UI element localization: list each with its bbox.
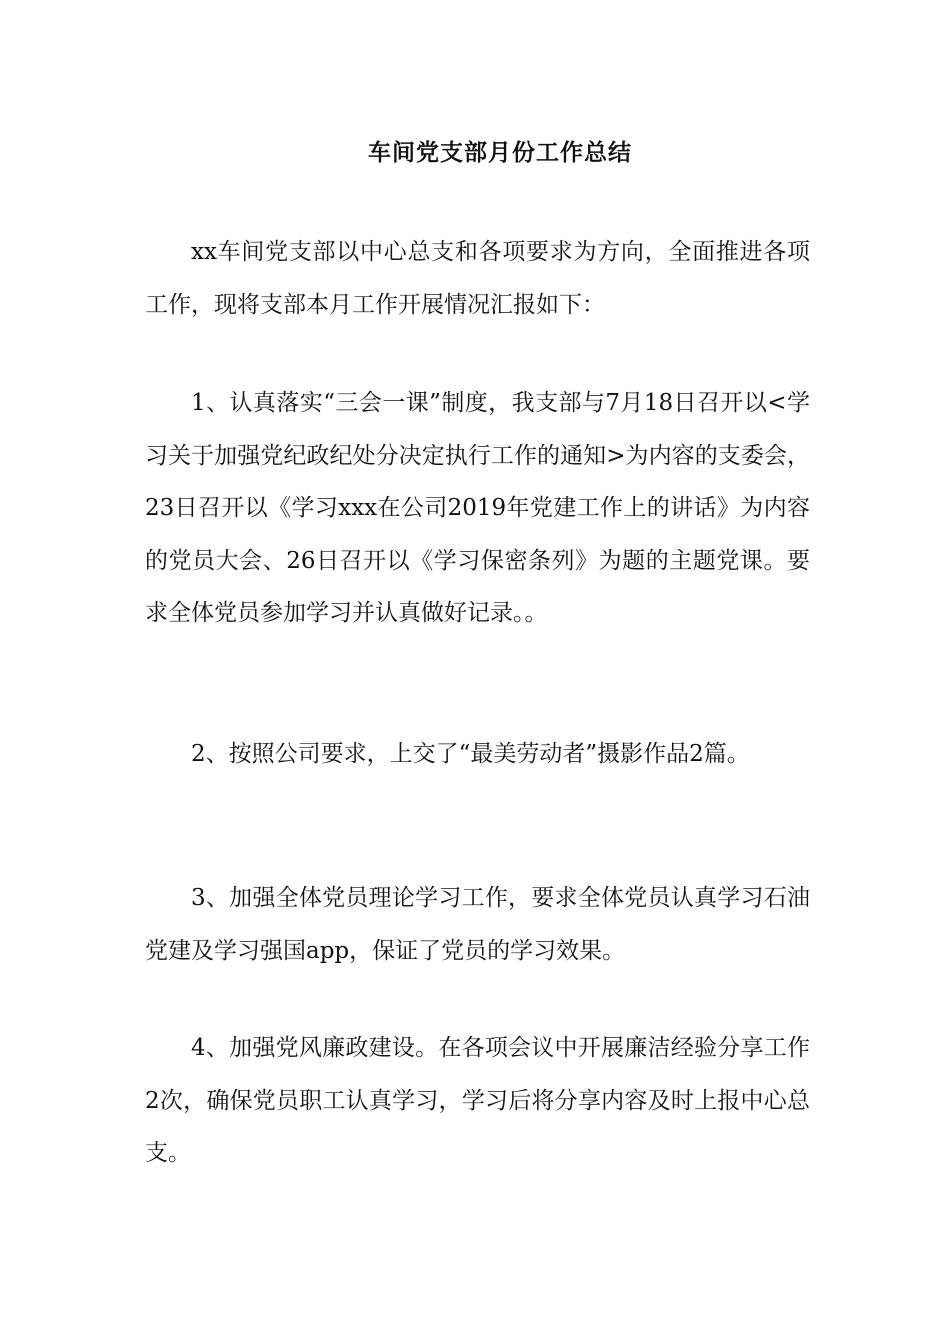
paragraph-item-1: 1、认真落实“三会一课”制度，我支部与7月18日召开以<学习关于加强党纪政纪处分决定执行工作的通知>为内容的支委会，23日召开以《学习xxx在公司2019年党建工作上的讲话》为内容的党员大会、26日召开以《学习保密条列》为题的主题党课。要求全体党员参加学习并认真做好记录。。: [145, 390, 810, 626]
paragraph-item-4: 4、加强党风廉政建设。在各项会议中开展廉洁经验分享工作2次，确保党员职工认真学习，学习后将分享内容及时上报中心总支。: [145, 1035, 810, 1166]
paragraph-item-2: 2、按照公司要求，上交了“最美劳动者”摄影作品2篇。: [191, 741, 750, 767]
intro-paragraph: xx车间党支部以中心总支和各项要求为方向，全面推进各项工作，现将支部本月工作开展情况汇报如下：: [145, 239, 810, 318]
document-title: 车间党支部月份工作总结: [368, 140, 632, 166]
paragraph-item-3: 3、加强全体党员理论学习工作，要求全体党员认真学习石油党建及学习强国app，保证了党员的学习效果。: [145, 885, 810, 964]
